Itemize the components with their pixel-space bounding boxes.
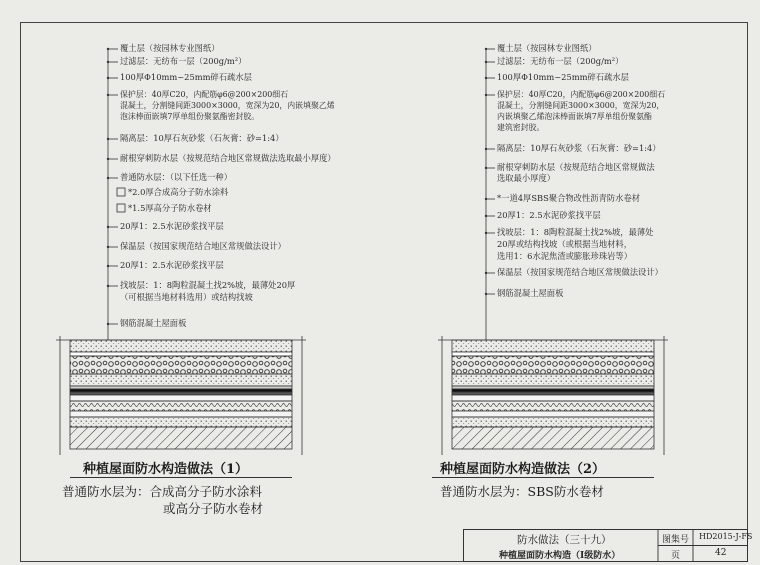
right-layer-label: 隔离层：10厚石灰砂浆（石灰膏：砂=1:4）: [497, 143, 661, 153]
leader-dot: [485, 48, 487, 50]
left-option-label: *2.0厚合成高分子防水涂料: [128, 187, 229, 197]
left-option-label: *1.5厚高分子防水卷材: [128, 203, 212, 213]
leader-dot: [107, 48, 109, 50]
right-layer-label: 20厚1：2.5水泥砂浆找平层: [497, 210, 601, 220]
leader-dot: [107, 177, 109, 179]
concrete-slab: [452, 427, 654, 449]
leader-dot: [485, 167, 487, 169]
leader-dot: [485, 232, 487, 234]
left-title-underline: [70, 477, 292, 478]
right-diagram-subtitle: 普通防水层为：SBS防水卷材: [440, 484, 604, 499]
leader-dot: [485, 198, 487, 200]
right-diagram-title: 种植屋面防水构造做法（2）: [440, 462, 606, 477]
right-layer-label: 100厚Φ10mm~25mm碎石疏水层: [497, 72, 629, 82]
right-layer-label: 钢筋混凝土屋面板: [497, 288, 564, 298]
right-layer-label: 耐根穿刺防水层（按规范结合地区常规做法: [497, 162, 655, 172]
root-resistant-membrane: [452, 389, 654, 392]
right-layer-label: 选用1：6水泥焦渣或膨胀珍珠岩等）: [497, 251, 633, 261]
atlas-number: HD2015-J-FS: [699, 532, 753, 541]
isolation-layer: [452, 386, 654, 389]
gravel-drainage-layer: [452, 356, 654, 374]
left-layer-label: 泡沫棒面嵌填7厚单组份聚氨酯密封胶。: [120, 112, 260, 121]
right-layer-label: 选取最小厚度）: [497, 173, 556, 183]
right-layer-label: 覆土层（按园林专业图纸）: [497, 43, 597, 53]
right-layer-label: 保温层（按国家规范结合地区常规做法设计）: [497, 267, 663, 277]
page-label: 页: [671, 551, 681, 561]
title-block-subtitle: 种植屋面防水构造（I级防水）: [499, 551, 621, 561]
leader-dot: [485, 77, 487, 79]
leader-dot: [107, 323, 109, 325]
right-layer-label: 20厚或结构找坡（或根据当地材料，: [497, 239, 633, 249]
left-diagram-subtitle: 或高分子防水卷材: [163, 501, 264, 516]
isolation-layer: [70, 386, 292, 389]
right-title-underline: [432, 477, 654, 478]
filter-fabric-layer: [70, 352, 292, 356]
leader-dot: [107, 138, 109, 140]
left-layer-label: 20厚1：2.5水泥砂浆找平层: [120, 260, 224, 270]
right-layer-label: 过滤层：无纺布一层（200g/m²）: [497, 56, 624, 66]
left-layer-stack: [56, 336, 306, 455]
leader-dot: [107, 61, 109, 63]
protection-concrete-layer: [452, 374, 654, 386]
leader-dot: [107, 226, 109, 228]
left-layer-label: 混凝土，分割缝间距3000×3000，宽深为20，内嵌填聚乙烯: [120, 101, 335, 110]
title-block: [463, 529, 753, 562]
screed-layer: [70, 411, 292, 417]
right-layer-stack: [438, 336, 668, 455]
gravel-drainage-layer: [70, 356, 292, 374]
left-layer-label: （可根据当地材料选用）或结构找坡: [120, 292, 253, 302]
right-layer-label: 建筑密封胶。: [497, 123, 545, 132]
left-layer-label: 100厚Φ10mm~25mm碎石疏水层: [120, 72, 252, 82]
leader-dot: [107, 265, 109, 267]
left-diagram-title: 种植屋面防水构造做法（1）: [83, 462, 249, 477]
right-layer-label: 保护层：40厚C20，内配筋φ6@200×200细石: [497, 90, 666, 99]
screed-layer: [452, 411, 654, 417]
waterproof-membrane: [452, 392, 654, 395]
left-layer-label: 普通防水层：（以下任选一种）: [120, 172, 233, 182]
leader-dot: [107, 94, 109, 96]
leader-dot: [485, 293, 487, 295]
right-layer-label: 混凝土，分割缝间距3000×3000，宽深为20，: [497, 101, 665, 110]
leader-dot: [485, 215, 487, 217]
left-layer-label: 20厚1：2.5水泥砂浆找平层: [120, 221, 224, 231]
leader-dot: [485, 272, 487, 274]
left-layer-label: 保护层：40厚C20，内配筋φ6@200×200细石: [120, 90, 289, 99]
protection-concrete-layer: [70, 374, 292, 386]
slope-layer: [452, 417, 654, 427]
leader-dot: [485, 148, 487, 150]
left-layer-label: 耐根穿刺防水层（按规范结合地区常规做法选取最小厚度）: [120, 153, 336, 163]
title-block-title: 防水做法（三十九）: [517, 534, 612, 546]
insulation-layer: [452, 401, 654, 411]
soil-layer: [70, 340, 292, 352]
left-layer-label: 保温层（按国家规范结合地区常规做法设计）: [120, 241, 286, 251]
left-diagram-subtitle: 普通防水层为：合成高分子防水涂料: [62, 484, 263, 499]
leader-dot: [485, 94, 487, 96]
page-number: 42: [715, 548, 727, 558]
left-layer-label: 隔离层：10厚石灰砂浆（石灰膏：砂=1:4）: [120, 133, 284, 143]
filter-fabric-layer: [452, 352, 654, 356]
leader-dot: [107, 285, 109, 287]
leader-dot: [107, 77, 109, 79]
option-checkbox: [117, 204, 125, 212]
leader-dot: [485, 61, 487, 63]
soil-layer: [452, 340, 654, 352]
right-layer-label: *一道4厚SBS聚合物改性沥青防水卷材: [497, 193, 641, 203]
root-resistant-membrane: [70, 389, 292, 392]
left-layer-label: 钢筋混凝土屋面板: [120, 318, 187, 328]
left-layer-label: 找坡层：1：8陶粒混凝土找2%坡，最薄处20厚: [120, 280, 296, 290]
left-layer-label: 过滤层：无纺布一层（200g/m²）: [120, 56, 247, 66]
screed-layer: [452, 395, 654, 401]
leader-dot: [107, 246, 109, 248]
right-layer-label: 找坡层：1：8陶粒混凝土找2%坡，最薄处: [497, 227, 654, 237]
leader-dot: [107, 158, 109, 160]
left-layer-label: 覆土层（按园林专业图纸）: [120, 43, 220, 53]
option-checkbox: [117, 188, 125, 196]
insulation-layer: [70, 401, 292, 411]
right-layer-label: 内嵌填聚乙烯泡沫棒面嵌填7厚单组份聚氨酯: [497, 112, 652, 121]
waterproof-membrane: [70, 392, 292, 395]
atlas-label: 图集号: [662, 535, 690, 545]
slope-layer: [70, 417, 292, 427]
screed-layer: [70, 395, 292, 401]
concrete-slab: [70, 427, 292, 449]
